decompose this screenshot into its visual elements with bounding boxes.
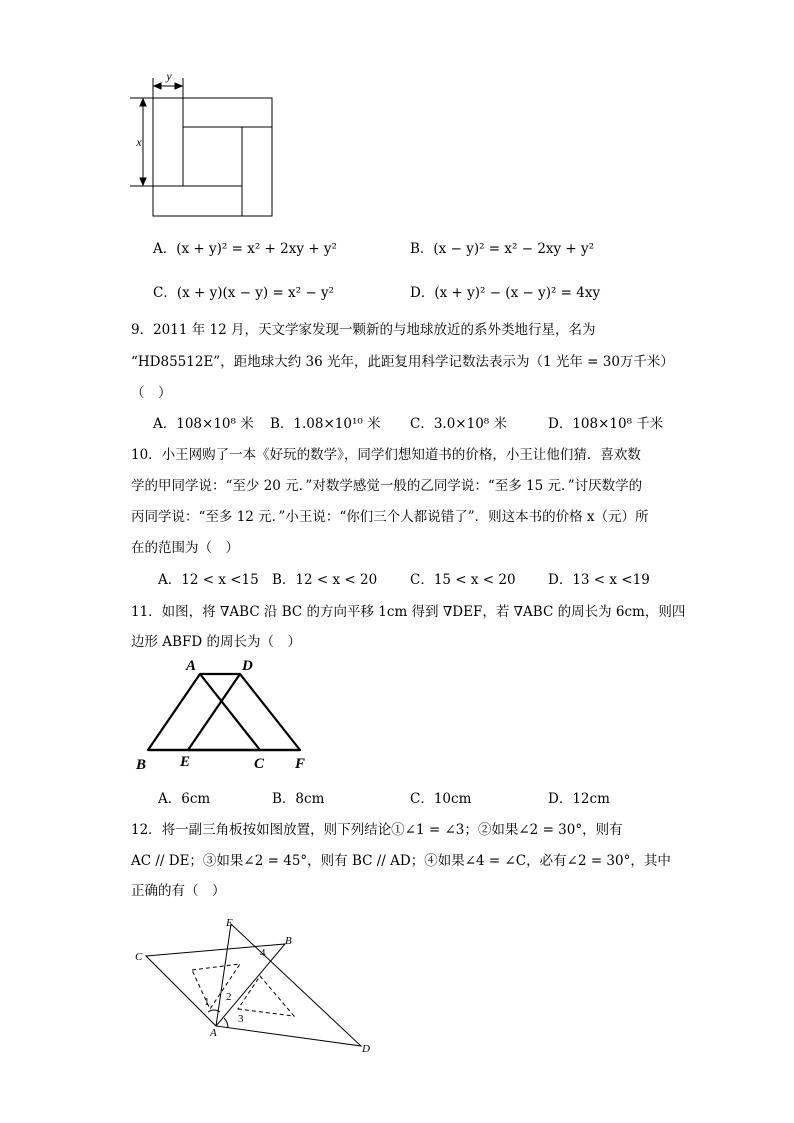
angle-label-3: 3	[238, 1013, 244, 1025]
label-c: C	[254, 756, 265, 772]
label-c: C	[135, 951, 143, 963]
label-a: A	[210, 1027, 217, 1039]
label-b: B	[285, 935, 292, 947]
q11-text-line2: 边形 ABFD 的周长为（ ）	[131, 634, 301, 650]
q9-option-b[interactable]: B．1.08×10¹⁰ 米	[270, 416, 381, 432]
square-arrangement-figure	[125, 68, 285, 220]
q12-text-line3: 正确的有（ ）	[131, 883, 226, 899]
q8-option-a[interactable]: A．(x + y)² = x² + 2xy + y²	[153, 241, 337, 257]
q12-text-line2: AC // DE；③如果∠2 = 45°，则有 BC // AD；④如果∠4 = ∠C，必有∠2 = 30°，其中	[131, 853, 671, 869]
q10-text-line3: 丙同学说：“至多 12 元．”小王说：“你们三个人都说错了”．则这本书的价格 x（元）所	[131, 509, 649, 525]
angle-label-1: 1	[204, 996, 210, 1008]
label-y: y	[166, 69, 172, 83]
q9-text-line1: 9．2011 年 12 月，天文学家发现一颗新的与地球放近的系外类地行星，名为	[131, 322, 596, 338]
q8-option-c[interactable]: C．(x + y)(x − y) = x² − y²	[153, 285, 335, 301]
label-d: D	[242, 658, 253, 674]
q11-text-line1: 11．如图，将 ∇ABC 沿 BC 的方向平移 1cm 得到 ∇DEF，若 ∇ABC 的周长为 6cm，则四	[131, 604, 686, 620]
q11-option-a[interactable]: A．6cm	[158, 791, 211, 807]
q10-text-line4: 在的范围为（ ）	[131, 540, 239, 556]
q11-option-c[interactable]: C．10cm	[410, 791, 472, 807]
angle-arc-3	[224, 1018, 228, 1028]
triangle-def	[188, 674, 300, 750]
q10-text-line2: 学的甲同学说：“至少 20 元．”对数学感觉一般的乙同学说：“至多 15 元．”讨厌数学的	[131, 478, 643, 494]
q10-option-b[interactable]: B．12 < x < 20	[272, 572, 378, 588]
q10-option-a[interactable]: A．12 < x <15	[158, 572, 259, 588]
label-x: x	[136, 135, 142, 149]
angle-label-4: 4	[260, 947, 266, 959]
triangle-abc	[148, 674, 260, 750]
q9-option-c[interactable]: C．3.0×10⁸ 米	[410, 416, 507, 432]
label-d: D	[362, 1043, 370, 1055]
label-b: B	[136, 757, 147, 773]
q11-option-b[interactable]: B．8cm	[272, 791, 325, 807]
label-a: A	[186, 658, 197, 674]
outer-square	[153, 98, 272, 216]
q9-option-d[interactable]: D．108×10⁸ 千米	[548, 416, 664, 432]
label-e: E	[180, 754, 191, 770]
q10-option-c[interactable]: C．15 < x < 20	[410, 572, 516, 588]
q8-option-d[interactable]: D．(x + y)² − (x − y)² = 4xy	[410, 285, 601, 301]
q9-text-line3: （ ）	[131, 385, 172, 401]
translation-figure	[128, 654, 318, 776]
q10-option-d[interactable]: D．13 < x <19	[548, 572, 650, 588]
q12-text-line1: 12．将一副三角板按如图放置，则下列结论①∠1 = ∠3；②如果∠2 = 30°，则有	[131, 822, 623, 838]
q11-option-d[interactable]: D．12cm	[548, 791, 610, 807]
label-f: F	[295, 756, 306, 772]
dashed-triangle-left	[192, 964, 240, 1009]
q10-text-line1: 10．小王网购了一本《好玩的数学》，同学们想知道书的价格，小王让他们猜．喜欢数	[131, 447, 641, 463]
label-e: E	[226, 917, 233, 929]
triangle-rulers-figure	[128, 912, 380, 1058]
q9-option-a[interactable]: A．108×10⁸ 米	[153, 416, 254, 432]
angle-label-2: 2	[226, 991, 232, 1003]
dashed-triangle-right	[238, 976, 294, 1016]
q8-option-b[interactable]: B．(x − y)² = x² − 2xy + y²	[410, 241, 595, 257]
q9-text-line2: “HD85512E”，距地球大约 36 光年，此距复用科学记数法表示为（1 光年 = 30万千米）	[131, 354, 674, 370]
